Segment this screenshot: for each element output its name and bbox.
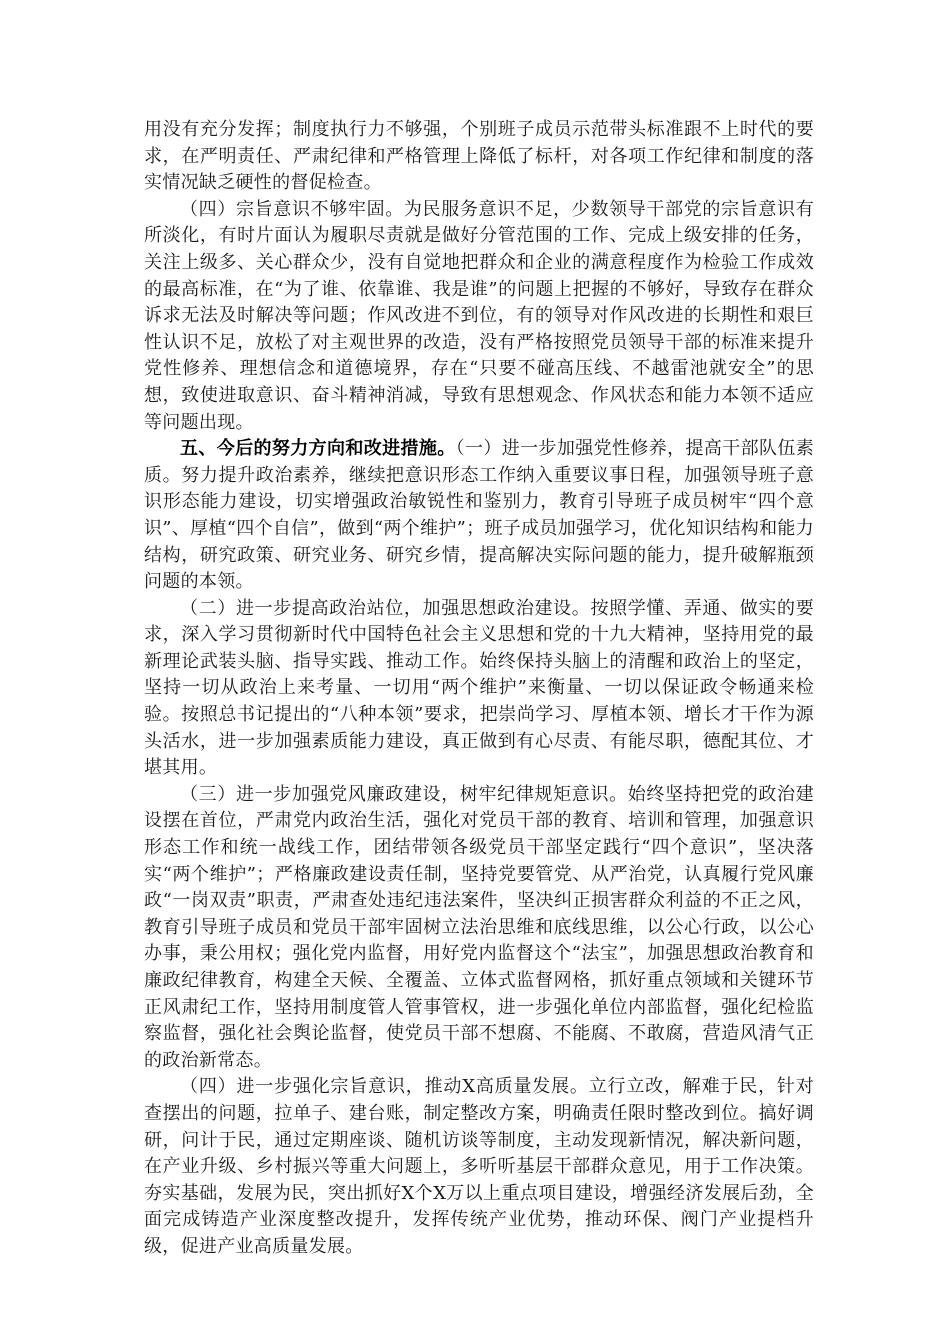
body-paragraph-3 [144,436,814,596]
body-paragraph-4 [144,596,814,782]
paragraph-text: 用没有充分发挥；制度执行力不够强，个别班子成员示范带头标准跟不上时代的要求，在严明责任、严肃纪律和严格管理上降低了标杆，对各项工作纪律和制度的落实情况缺乏硬性的督促检查。 [144,119,814,194]
body-paragraph-2 [144,197,814,436]
body-paragraph-1 [144,117,814,197]
paragraph-text: （三）进一步加强党风廉政建设，树牢纪律规矩意识。始终坚持把党的政治建设摆在首位，严肃党内政治生活，强化对党员干部的教育、培训和管理，加强意识形态工作和统一战线工作，团结带领各级党员干部坚定践行“四个意识”，坚决落实“两个维护”；严格廉政建设责任制，坚持党要管党、从严治党，认真履行党风廉政“一岗双责”职责，严肃查处违纪违法案件，坚决纠正损害群众利益的不正之风，教育引导班子成员和党员干部牢固树立法治思维和底线思维，以公心行政，以公心办事，秉公用权；强化党内监督，用好党内监督这个“法宝”，加强思想政治教育和廉政纪律教育，构建全天候、全覆盖、立体式监督网格，抓好重点领域和关键环节正风肃纪工作，坚持用制度管人管事管权，进一步强化单位内部监督，强化纪检监察监督，强化社会舆论监督，使党员干部不想腐、不能腐、不敢腐，营造风清气正的政治新常态。 [144,783,814,1071]
body-paragraph-6 [144,1074,814,1260]
section-heading: 五、今后的努力方向和改进措施。 [180,438,456,460]
paragraph-text: （四）进一步强化宗旨意识，推动X高质量发展。立行立改，解难于民，针对查摆出的问题，拉单子、建台账，制定整改方案，明确责任限时整改到位。搞好调研，问计于民，通过定期座谈、随机访谈等制度，主动发现新情况，解决新问题，在产业升级、乡村振兴等重大问题上，多听听基层干部群众意见，用于工作决策。夯实基础，发展为民，突出抓好X个X万以上重点项目建设，增强经济发展后劲，全面完成铸造产业深度整改提升，发挥传统产业优势，推动环保、阀门产业提档升级，促进产业高质量发展。 [144,1076,814,1257]
document-page [144,117,814,1261]
paragraph-text: （四）宗旨意识不够牢固。为民服务意识不足，少数领导干部党的宗旨意识有所淡化，有时片面认为履职尽责就是做好分管范围的工作、完成上级安排的任务，关注上级多、关心群众少，没有自觉地把群众和企业的满意程度作为检验工作成效的最高标准，在“为了谁、依靠谁、我是谁”的问题上把握的不够好，导致存在群众诉求无法及时解决等问题；作风改进不到位，有的领导对作风改进的长期性和艰巨性认识不足，放松了对主观世界的改造，没有严格按照党员领导干部的标准来提升党性修养、理想信念和道德境界，存在“只要不碰高压线、不越雷池就安全”的思想，致使进取意识、奋斗精神消减，导致有思想观念、作风状态和能力本领不适应等问题出现。 [144,198,814,433]
paragraph-text: （二）进一步提高政治站位，加强思想政治建设。按照学懂、弄通、做实的要求，深入学习贯彻新时代中国特色社会主义思想和党的十九大精神，坚持用党的最新理论武装头脑、指导实践、推动工作。始终保持头脑上的清醒和政治上的坚定，坚持一切从政治上来考量、一切用“两个维护”来衡量、一切以保证政令畅通来检验。按照总书记提出的“八种本领”要求，把崇尚学习、厚植本领、增长才干作为源头活水，进一步加强素质能力建设，真正做到有心尽责、有能尽职，德配其位、才堪其用。 [144,597,814,779]
body-paragraph-5 [144,782,814,1075]
paragraph-text: （一）进一步加强党性修养，提高干部队伍素质。努力提升政治素养，继续把意识形态工作纳入重要议事日程，加强领导班子意识形态能力建设，切实增强政治敏锐性和鉴别力，教育引导班子成员树牢“四个意识”、厚植“四个自信”，做到“两个维护”；班子成员加强学习，优化知识结构和能力结构，研究政策、研究业务、研究乡情，提高解决实际问题的能力，提升破解瓶颈问题的本领。 [144,438,815,593]
